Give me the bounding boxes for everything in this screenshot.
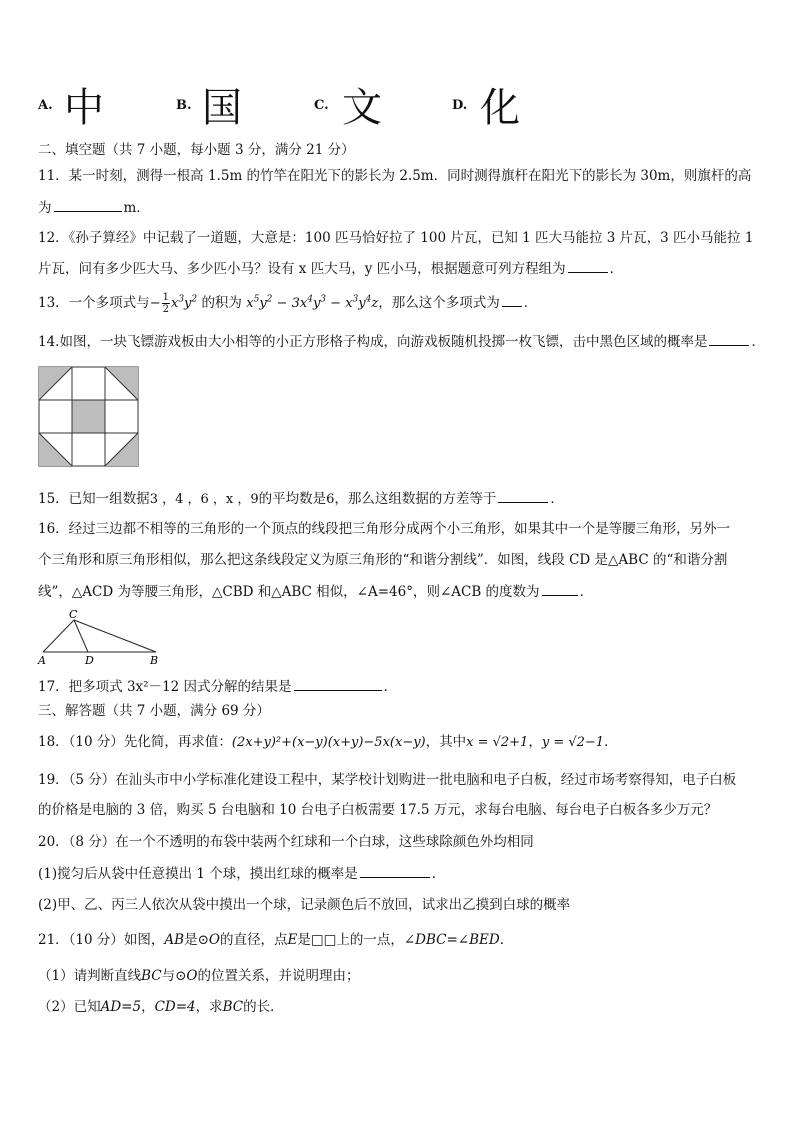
q21-angle-condition: ∠DBC=∠BED — [403, 932, 500, 948]
q18-prefix: 18．（10 分）先化简，再求值： — [38, 734, 232, 750]
q20-answer-blank[interactable] — [360, 864, 430, 878]
q15-answer-blank[interactable] — [498, 489, 548, 503]
q21-part1-suffix: 的位置关系，并说明理由； — [197, 968, 360, 984]
option-b-label: B. — [176, 98, 192, 113]
q13-suffix: ，那么这个多项式为 — [378, 295, 500, 311]
q21-text-c: 的直径，点 — [219, 932, 288, 948]
q16-line1: 16．经过三边都不相等的三角形的一个顶点的线段把三角形分成两个小三角形，如果其中一个是等腰三角形，另外一 — [38, 521, 731, 537]
q20-part1 — [38, 864, 445, 883]
q11-answer-blank[interactable] — [54, 198, 122, 212]
option-d-character: 化 — [480, 85, 520, 131]
q12-text: 片瓦，问有多少匹大马、多少匹小马？设有 x 匹大马，y 匹小马，根据题意可列方程组为 — [38, 261, 566, 277]
q18-y-value: y = √2−1 — [541, 735, 605, 750]
q16-line3-text: 线”，△ACD 为等腰三角形，△CBD 和△ABC 相似，∠A=46°，则∠ACB 的度数为 — [38, 584, 540, 600]
q15-mid: 的平均数是 — [258, 491, 327, 507]
q21-part1-mid: 与⊙ — [161, 968, 187, 984]
section-3-title: 三、解答题（共 7 小题，满分 69 分） — [38, 703, 270, 719]
q17 — [38, 677, 397, 696]
q12-end: ． — [609, 261, 624, 277]
q13-answer-blank[interactable] — [502, 293, 522, 307]
q21-prefix: 21．（10 分）如图， — [38, 932, 165, 948]
q21-arc-placeholder: □□ — [310, 932, 337, 948]
q19-line1: 19．（5 分）在汕头市中小学标准化建设工程中，某学校计划购进一批电脑和电子白板，经过市场考察得知，电子白板 — [38, 772, 737, 788]
q18-end: ． — [604, 734, 618, 750]
q14-end: ． — [751, 334, 765, 350]
option-a-character: 中 — [64, 85, 104, 131]
q21-end: ． — [499, 932, 514, 948]
option-a-label: A. — [38, 98, 53, 113]
q21-part1 — [38, 967, 360, 985]
q13-fraction-numerator: 1 — [162, 292, 169, 303]
option-b-character: 国 — [202, 85, 242, 131]
vertex-label-a: A — [38, 654, 46, 667]
q14-answer-blank[interactable] — [709, 332, 749, 346]
q11-unit: m． — [123, 200, 150, 216]
q12-line1: 12．《孙子算经》中记载了一道题，大意是：100 匹马恰好拉了 100 片瓦，已知 1 匹大马能拉 3 片瓦，3 匹小马能拉 1 — [38, 230, 754, 246]
q21-part2-cd: CD=4 — [154, 999, 196, 1015]
q18-separator: ， — [528, 734, 542, 750]
q20-line1: 20．（8 分）在一个不透明的布袋中装两个红球和一个白球，这些球除颜色外均相同 — [38, 834, 534, 850]
q21-part2-bc: BC — [222, 999, 244, 1015]
q12-answer-blank[interactable] — [568, 259, 608, 273]
q15-mean: 6 — [326, 492, 335, 507]
q15-data: 3 ，4 ，6 ，x ，9 — [149, 492, 259, 507]
q18-x-value: x = √2+1 — [466, 735, 529, 750]
q21-part2-sep: ， — [141, 999, 155, 1015]
q16-line2: 个三角形和原三角形相似，那么把这条线段定义为原三角形的“和谐分割线”．如图，线段 CD 是△ABC 的“和谐分割 — [38, 552, 728, 568]
dart-board-figure — [38, 366, 140, 468]
vertex-label-b: B — [150, 654, 159, 667]
q13-end: ． — [523, 295, 538, 311]
q18 — [38, 733, 618, 752]
option-d-label: D. — [452, 98, 468, 113]
q21-line1 — [38, 931, 513, 949]
q13-fraction-denominator: 2 — [162, 304, 169, 315]
option-c-label: C. — [314, 98, 329, 113]
q21-ab: AB — [164, 932, 185, 948]
q15 — [38, 489, 564, 509]
q21-part2-prefix: （2）已知 — [38, 999, 101, 1015]
q20-part1-text: (1)搅匀后从袋中任意摸出 1 个球，摸出红球的概率是 — [38, 866, 358, 882]
q15-suffix: ，那么这组数据的方差等于 — [334, 491, 497, 507]
q20-part2: (2)甲、乙、丙三人依次从袋中摸出一个球，记录颜色后不放回，试求出乙摸到白球的概率 — [38, 897, 571, 913]
q21-part2 — [38, 998, 284, 1016]
q21-point-e: E — [287, 932, 298, 948]
triangle-edges — [43, 620, 156, 652]
q15-end: ． — [550, 491, 564, 507]
q19-line2: 的价格是电脑的 3 倍，购买 5 台电脑和 10 台电子白板需要 17.5 万元，求每台电脑、每台电子白板各多少万元？ — [38, 802, 718, 818]
edge-ac — [43, 620, 74, 652]
q21-part1-circle-o: O — [186, 968, 198, 984]
q21-part2-ad: AD=5 — [100, 999, 142, 1015]
shaded-center-square — [72, 400, 105, 433]
q16-answer-blank[interactable] — [542, 582, 578, 596]
q16-end: ． — [579, 584, 594, 600]
q16-line3 — [38, 582, 593, 601]
q13-mid: 的积为 — [201, 295, 242, 311]
q18-expression: (2x+y)²+(x−y)(x+y)−5x(x−y) — [231, 735, 426, 750]
q13-prefix: 13．一个多项式与 — [38, 295, 150, 311]
q21-part1-bc: BC — [141, 968, 162, 984]
q20-part1-end: ． — [431, 866, 446, 882]
q11-prefix: 为 — [38, 200, 52, 216]
q17-end: ． — [383, 679, 398, 695]
q21-text-b: 是⊙ — [184, 932, 209, 948]
q21-text-e: 上的一点， — [336, 932, 404, 948]
q21-part2-suffix: 的长． — [243, 999, 284, 1015]
q17-answer-blank[interactable] — [294, 677, 382, 691]
q14 — [38, 332, 765, 351]
q18-mid: ，其中 — [425, 734, 467, 750]
q15-prefix: 15．已知一组数据 — [38, 491, 150, 507]
triangle-figure — [36, 608, 164, 668]
vertex-label-c: C — [69, 608, 78, 621]
section-2-title: 二、填空题（共 7 小题，每小题 3 分，满分 21 分） — [38, 142, 355, 158]
q14-text: 14.如图，一块飞镖游戏板由大小相等的小正方形格子构成，向游戏板随机投掷一枚飞镖，击中黑色区域的概率是 — [38, 334, 708, 350]
q17-text: 17．把多项式 3x²－12 因式分解的结果是 — [38, 679, 292, 695]
option-c-character: 文 — [342, 85, 382, 131]
q21-text-d: 是 — [297, 932, 311, 948]
q21-circle-o: O — [208, 932, 220, 948]
q21-part2-mid: ，求 — [195, 999, 223, 1015]
q11-line1: 11．某一时刻，测得一根高 1.5m 的竹竿在阳光下的影长为 2.5m．同时测得旗杆在阳光下的影长为 30m，则旗杆的高 — [38, 168, 752, 184]
q13: 13．一个多项式与− $\frac{1}{2}$ $x^3y^2$ 的积为 $x^5y^2 - 3x^4y^3 - x^3y^4z$，那么这个多项式为 ． — [38, 292, 538, 315]
q21-part1-prefix: （1）请判断直线 — [38, 968, 142, 984]
q11-line2 — [38, 198, 150, 217]
q13-fraction — [162, 292, 170, 315]
vertex-label-d: D — [85, 654, 94, 667]
q12-line2 — [38, 259, 623, 278]
